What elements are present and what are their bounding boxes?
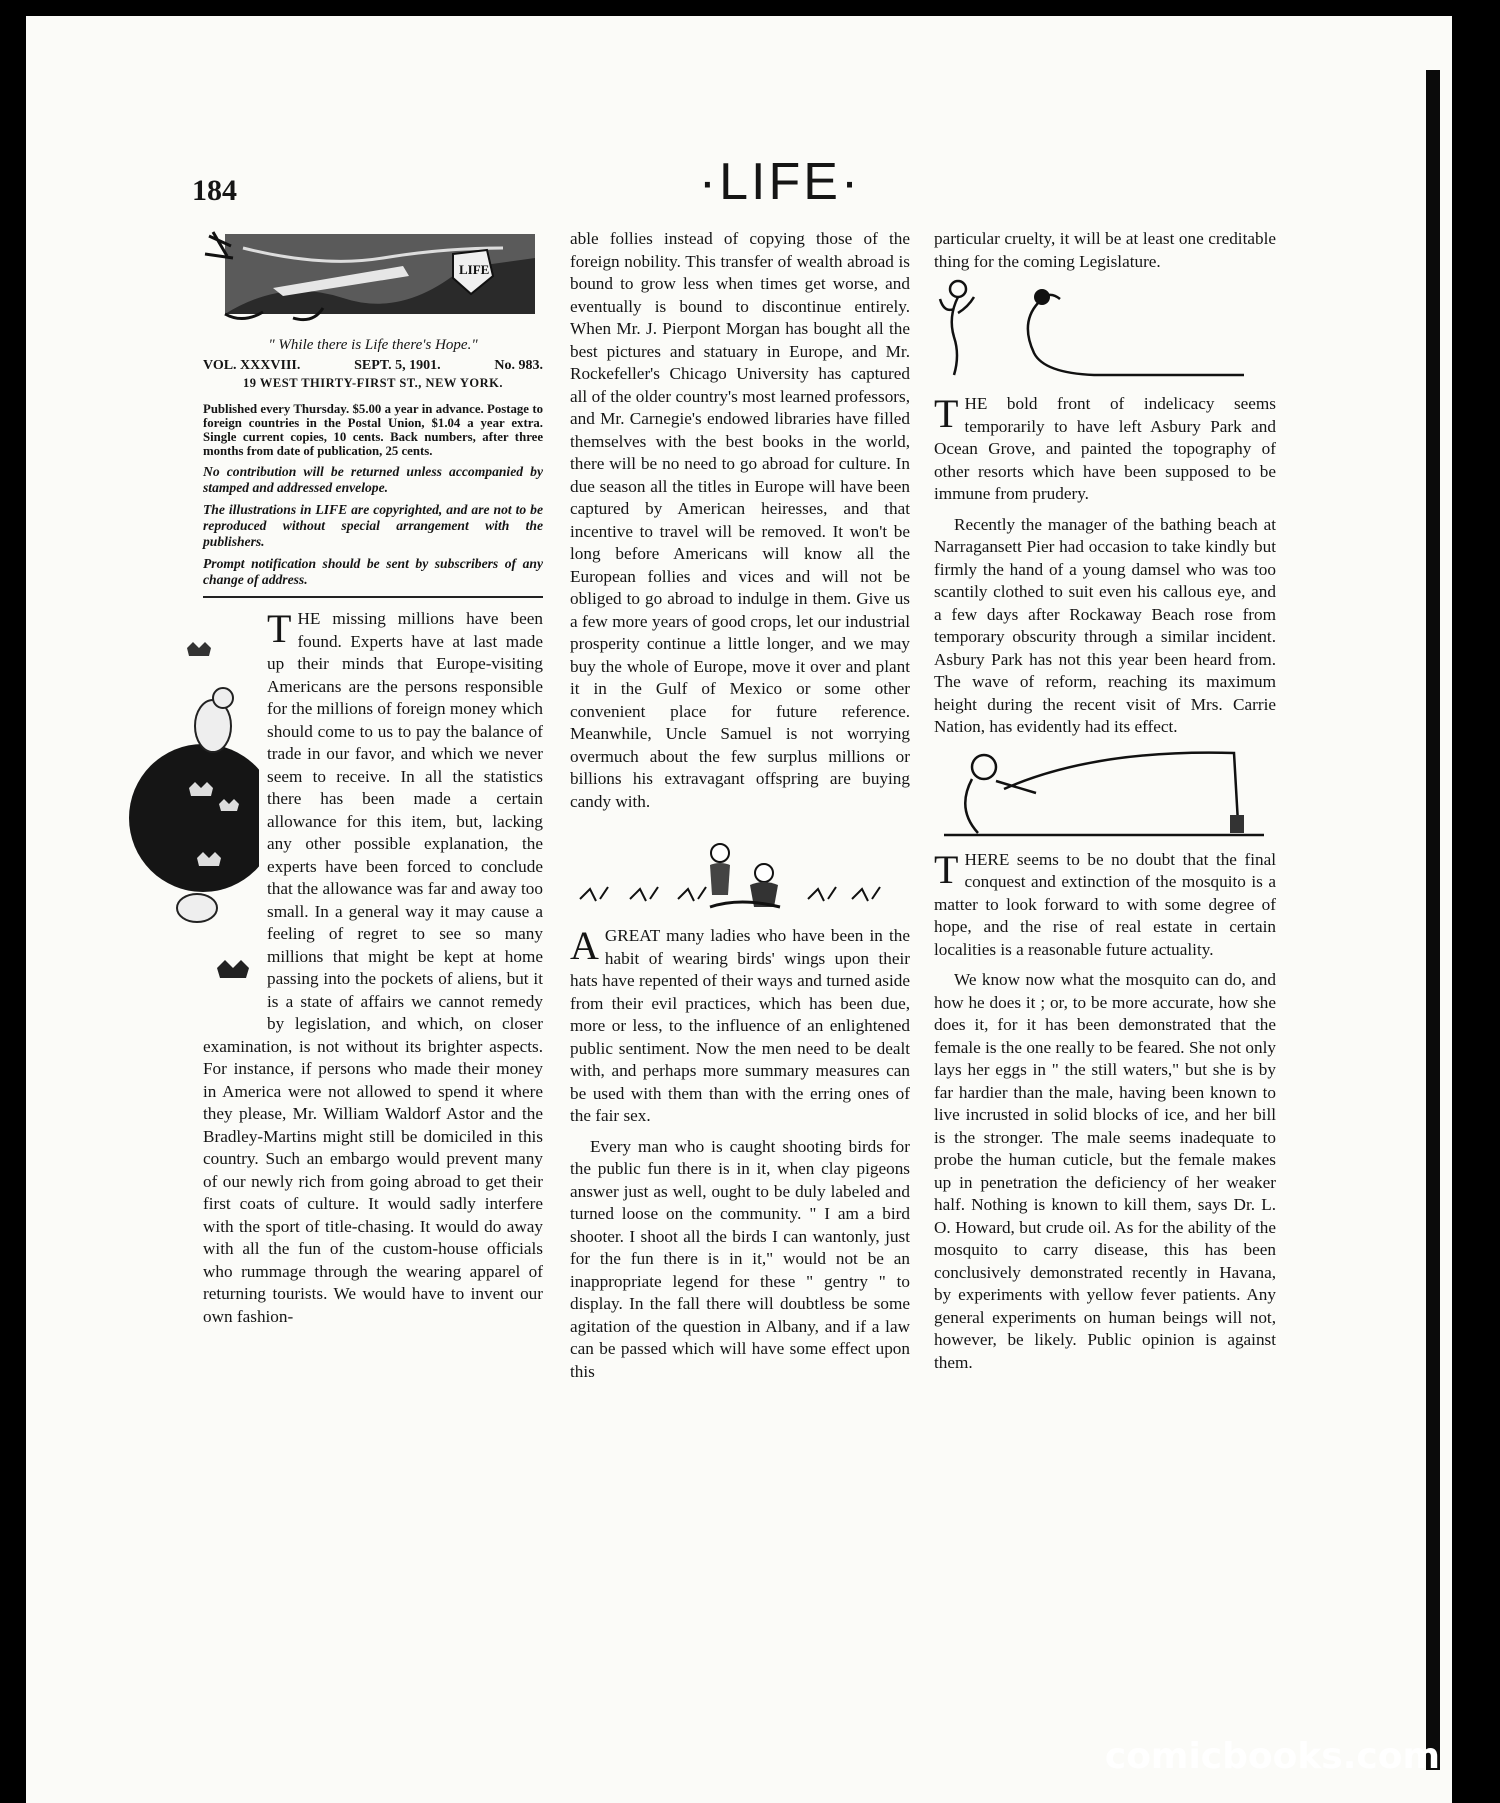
mosquito-paragraph-2: We know now what the mosquito can do, and how he does it ; or, to be more accurate, how she does it, for it has been demonstrated that the female is the one really to be feared. She not only lays her eggs in " the still waters," but she is by far hardier than the male, having been known to live incrusted in solid blocks of ice, and her bill is the stronger. The male seems inadequate to probe the human cuticle, but the female makes up in penetration the deficiency of her weaker half. Nothing is known to kill them, says Dr. L. O. Howard, but crude oil. As for the ability of the mosquito to carry disease, this has been conclusively demonstrated recently in Havana, by experiments with yellow fever patients. Any general experiments on human beings will not, however, be likely. Public opinion is against them. [934, 970, 1276, 1372]
contribution-note: No contribution will be returned unless accompanied by stamped and addressed envelope. [203, 464, 543, 496]
hunter-birds-vignette [570, 825, 910, 925]
header-rule [203, 596, 543, 598]
article-missing-millions [203, 608, 543, 1328]
watermark: comicbooks.com [1104, 1736, 1440, 1777]
indelicacy-paragraph-1: HE bold front of indelicacy seems temporarily to have left Asbury Park and Ocean Grove, and painted the topography of other resorts which have been supposed to be immune from prudery. [934, 394, 1276, 503]
dropcap-t3: T [934, 846, 959, 892]
article-mosquito [934, 846, 1276, 1375]
globe-cherubs-illustration [127, 608, 259, 1018]
masthead-banner-illustration [203, 228, 543, 328]
millions-article-continued: able follies instead of copying those of the foreign nobility. This transfer of wealth abroad is bound to grow less when times get worse, and eventually is bound to discontinue entirely. When Mr. J. Pierpont Morgan has bought all the best pictures and statuary in Europe, and Mr. Rockefeller's Chicago University has captured all of the older country's most learned professors, and Mr. Carnegie's endowed libraries have filled themselves with the best books in the world, there will be no need to go abroad for culture. In due season all the titles in Europe will have been captured by American heiresses, and that incentive to travel will be removed. It won't be long before Americans will know all the European follies and vices and will not be obliged to go abroad to indulge in them. Give us a few more years of good crops, let our industrial prosperity continue a little longer, and we may buy the whole of Europe, move it over and plant it in the Gulf of Mexico or some other convenient place for future reference. Meanwhile, Uncle Samuel is not worrying overmuch about the few surplus millions or billions his extravagant offspring are buying candy with. [570, 229, 910, 811]
dropcap-t2: T [934, 391, 959, 436]
birds-paragraph-1: GREAT many ladies who have been in the habit of wearing birds' wings upon their hats have repented of their ways and turned aside from their evil practices, which has been due, more or less, to the influence of an enlightened public sentiment. Now the men need to be dealt with, and perhaps more summary measures can be used with them than with the erring ones of the fair sex. [570, 926, 910, 1125]
birds-article-continued: particular cruelty, it will be at least one creditable thing for the coming Legislature. [934, 229, 1276, 271]
banner-shield-text: LIFE [459, 262, 490, 277]
column-right [934, 228, 1276, 1374]
volume-line [203, 357, 543, 375]
issue-number: No. 983. [494, 357, 543, 373]
column-middle [570, 228, 910, 1383]
birds-paragraph-2: Every man who is caught shooting birds for the public fun there is in it, when clay pigeons answer just as well, ought to be duly labeled and turned loose on the community. " I am a bird shooter. I shoot all the birds I can wantonly, just for the fun there is in it," would not be an inappropriate legend for these " gentry " to display. In the fall there will doubtless be some agitation of the question in Albany, and if a law can be passed which will have some effect upon this [570, 1136, 910, 1381]
dropcap-a: A [570, 923, 599, 968]
copyright-note: The illustrations in LIFE are copyrighted, and are not to be reproduced without special arrangement with the publishers. [203, 502, 543, 550]
indelicacy-paragraph-2: Recently the manager of the bathing beach at Narragansett Pier had occasion to take kindly but firmly the hand of a young damsel who was too scantily clothed to suit even his callous eye, and a few days after Rockaway Beach rose from temporary obscurity through a similar incident. Asbury Park has not this year been heard from. The wave of reform, reaching its maximum height during the recent visit of Mrs. Carrie Nation, has evidently had its effect. [934, 514, 1276, 736]
office-address: 19 WEST THIRTY-FIRST ST., NEW YORK. [243, 375, 503, 390]
dropcap-t: T [267, 606, 292, 652]
subscription-note: Published every Thursday. $5.00 a year in advance. Postage to foreign countries in the Postal Union, $1.04 a year extra. Single current copies, 10 cents. Back numbers, after three months from date of publication, 25 cents. [203, 401, 543, 459]
column-left [203, 228, 543, 1328]
volume-number: VOL. XXXVIII. [203, 357, 301, 373]
millions-article-text: HE missing millions have been found. Experts have at last made up their minds that Europe-visiting Americans are the persons responsible for the millions of foreign money which should come to us to pay the balance of trade in our favor, and which we never seem to receive. In all the statistics there has been made a certain allowance for this item, but, lacking any other possible explanation, the experts have been forced to conclude that the allowance was far and away too small. In a general way it may cause a feeling of regret to see so many millions that might be kept at home passing into the pockets of aliens, but it is a state of affairs we cannot remedy by legislation, and which, on closer examination, is not without its brighter aspects. For instance, if persons who made their money in America were not allowed to spend it where they please, Mr. William Waldorf Astor and the Bradley-Martins might still be domiciled in this country. Such an embargo would prevent many of our newly rich from going abroad to get their first coats of culture. It would sadly interfere with the sport of title-chasing. It would do away with all the fun of the custom-house officials who rummage through the wearing apparel of returning tourists. We would have to invent our own fashion- [203, 609, 543, 1326]
fisherman-illustration [934, 745, 1276, 841]
issue-date: SEPT. 5, 1901. [354, 357, 441, 373]
article-indelicacy [934, 393, 1276, 739]
article-bird-hats [570, 925, 910, 1383]
eve-serpent-illustration [934, 273, 1276, 383]
page-number: 184 [192, 174, 237, 207]
binding-crease [1426, 70, 1440, 1770]
motto: " While there is Life there's Hope." [268, 337, 478, 353]
mosquito-paragraph-1: HERE seems to be no doubt that the final conquest and extinction of the mosquito is a matter to look forward to with some degree of hope, and the rise of real estate in certain localities is a reasonable future actuality. [934, 849, 1276, 959]
address-change-note: Prompt notification should be sent by subscribers of any change of address. [203, 556, 543, 588]
masthead-title: ·LIFE· [698, 153, 862, 211]
